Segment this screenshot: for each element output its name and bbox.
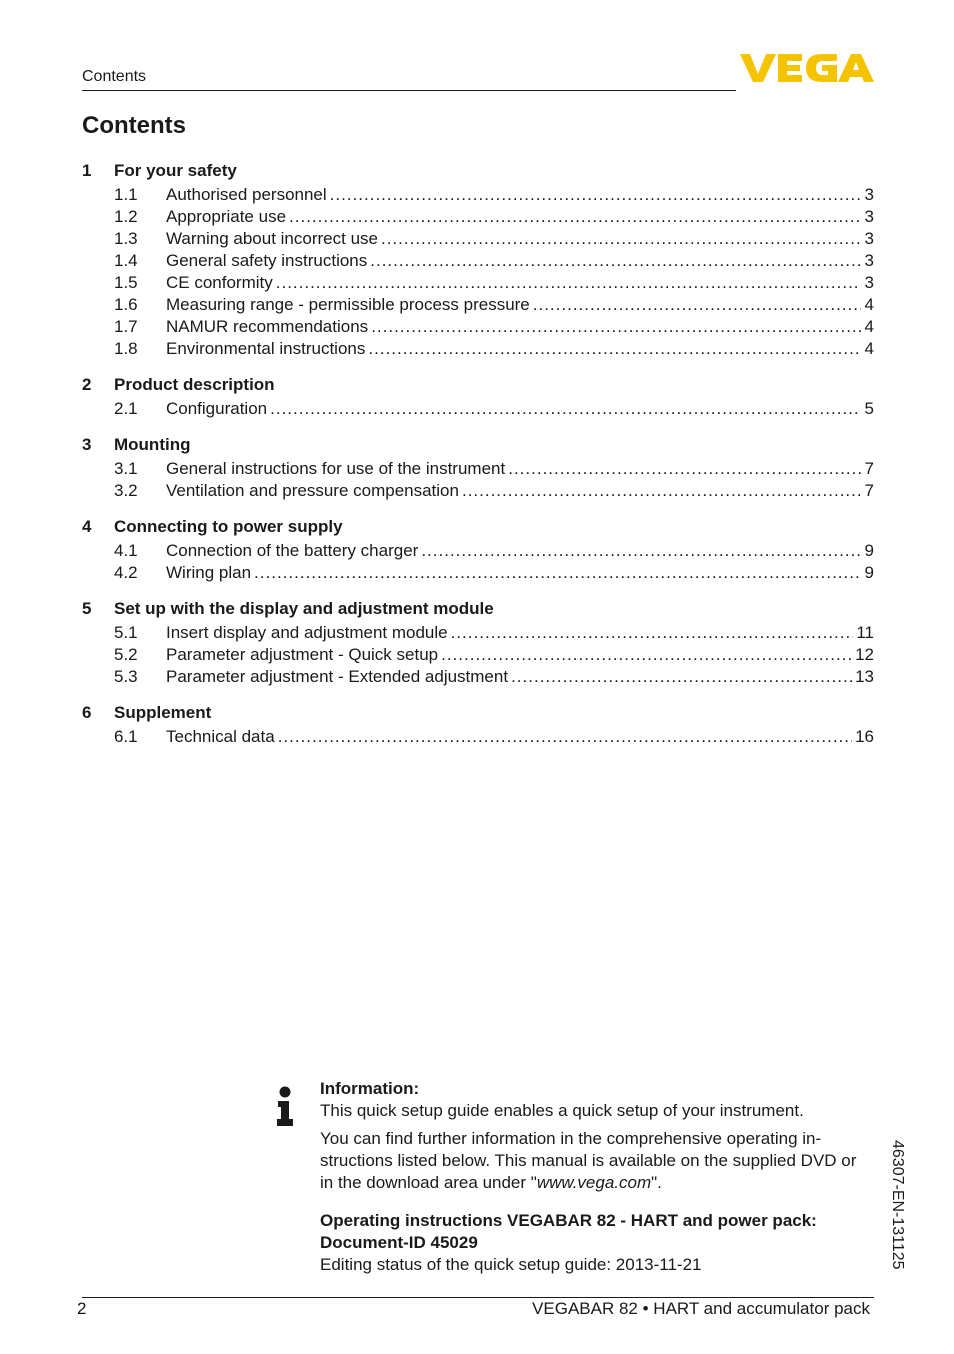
toc-entry-title: CE conformity — [166, 273, 273, 292]
toc-entry-number: 4.1 — [114, 541, 138, 560]
toc-entry-number: 1.6 — [114, 295, 138, 314]
toc-entry-page: 13 — [855, 667, 874, 686]
toc-dot-leader — [270, 398, 861, 420]
toc-entry-number: 1.5 — [114, 273, 138, 292]
toc-entry-page: 16 — [855, 727, 874, 746]
toc-entry-page: 3 — [864, 207, 874, 226]
toc-entry-page: 5 — [864, 399, 874, 418]
toc-entry-number: 5.3 — [114, 667, 138, 686]
toc-entry-number: 1.8 — [114, 339, 138, 358]
toc-chapter — [82, 514, 874, 584]
toc-entry-number: 3.1 — [114, 459, 138, 478]
toc-dot-leader — [462, 480, 861, 502]
toc-entry[interactable] — [82, 206, 874, 228]
info-line-2-end: ". — [651, 1173, 662, 1192]
toc-chapter-number: 6 — [82, 703, 92, 722]
toc-chapter — [82, 158, 874, 360]
toc-entry-number: 1.1 — [114, 185, 138, 204]
doc-title: Operating instructions VEGABAR 82 - HART and power pack: — [320, 1211, 817, 1230]
toc-entry-title: Parameter adjustment - Extended adjustment — [166, 667, 509, 686]
toc-chapter — [82, 372, 874, 420]
toc-chapter-number: 2 — [82, 375, 92, 394]
toc-entry-title: Parameter adjustment - Quick setup — [166, 645, 439, 664]
toc-dot-leader — [421, 540, 861, 562]
toc-chapter-heading[interactable] — [82, 432, 874, 458]
toc-chapter-title: Connecting to power supply — [114, 517, 343, 536]
toc-entry[interactable] — [82, 294, 874, 316]
toc-entry-page: 11 — [856, 623, 874, 642]
toc-chapter-heading[interactable] — [82, 514, 874, 540]
toc-chapter — [82, 432, 874, 502]
toc-entry-title: Technical data — [166, 727, 275, 746]
document-code — [886, 1140, 908, 1290]
toc-entry-page: 7 — [864, 459, 874, 478]
toc-dot-leader — [278, 726, 852, 748]
toc-entry[interactable] — [82, 666, 874, 688]
toc-entry[interactable] — [82, 726, 874, 748]
toc-chapter — [82, 596, 874, 688]
toc-chapter — [82, 700, 874, 748]
toc-entry[interactable] — [82, 272, 874, 294]
toc-entry-title: Wiring plan — [166, 563, 252, 582]
toc-entry[interactable] — [82, 184, 874, 206]
footer-divider — [82, 1297, 874, 1298]
toc-dot-leader — [511, 666, 852, 688]
information-note — [320, 1078, 868, 1276]
toc-entry[interactable] — [82, 480, 874, 502]
toc-chapter-title: For your safety — [114, 161, 237, 180]
toc-entry-title: Connection of the battery charger — [166, 541, 419, 560]
toc-entry-page: 9 — [864, 563, 874, 582]
toc-entry-title: Appropriate use — [166, 207, 287, 226]
toc-entry-number: 1.7 — [114, 317, 138, 336]
toc-entry[interactable] — [82, 250, 874, 272]
toc-entry-page: 12 — [855, 645, 874, 664]
toc-entry-title: Configuration — [166, 399, 268, 418]
toc-entry-title: Measuring range - permissible process pressure — [166, 295, 530, 314]
toc-chapter-number: 1 — [82, 161, 92, 180]
info-line-2-text: You can find further information in the comprehensive operating in-structions listed below. This manual is available on the supplied DVD or in the download area under " — [320, 1129, 857, 1192]
toc-entry-title: Insert display and adjustment module — [166, 623, 448, 642]
toc-dot-leader — [451, 622, 854, 644]
toc-entry-number: 3.2 — [114, 481, 138, 500]
vega-website-link[interactable]: www.vega.com — [536, 1173, 652, 1192]
toc-entry-number: 5.2 — [114, 645, 138, 664]
toc-dot-leader — [508, 458, 861, 480]
toc-dot-leader — [368, 338, 861, 360]
info-line-2 — [320, 1128, 868, 1194]
toc-entry-number: 5.1 — [114, 623, 138, 642]
toc-dot-leader — [533, 294, 861, 316]
info-line-1: This quick setup guide enables a quick setup of your instrument. — [320, 1101, 804, 1120]
doc-id: Document-ID 45029 — [320, 1233, 478, 1252]
editing-status: Editing status of the quick setup guide: 2013-11-21 — [320, 1255, 702, 1274]
toc-chapter-heading[interactable] — [82, 700, 874, 726]
toc-chapter-title: Supplement — [114, 703, 212, 722]
toc-entry-page: 3 — [864, 273, 874, 292]
toc-chapter-title: Product description — [114, 375, 275, 394]
toc-entry-title: General instructions for use of the instrument — [166, 459, 506, 478]
toc-entry[interactable] — [82, 540, 874, 562]
toc-entry[interactable] — [82, 228, 874, 250]
toc-entry-number: 2.1 — [114, 399, 138, 418]
toc-entry-title: NAMUR recommendations — [166, 317, 369, 336]
toc-chapter-title: Set up with the display and adjustment module — [114, 599, 494, 618]
toc-entry-page: 3 — [864, 229, 874, 248]
toc-entry-title: Authorised personnel — [166, 185, 327, 204]
toc-dot-leader — [254, 562, 861, 584]
toc-entry-page: 4 — [864, 339, 874, 358]
info-heading: Information: — [320, 1079, 420, 1098]
toc-entry-title: Environmental instructions — [166, 339, 366, 358]
toc-entry-page: 9 — [864, 541, 874, 560]
toc-chapter-number: 3 — [82, 435, 92, 454]
toc-entry-page: 4 — [864, 317, 874, 336]
toc-chapter-heading[interactable] — [82, 372, 874, 398]
toc-entry[interactable] — [82, 644, 874, 666]
toc-chapter-title: Mounting — [114, 435, 191, 454]
toc-chapter-heading[interactable] — [82, 158, 874, 184]
toc-dot-leader — [289, 206, 861, 228]
toc-dot-leader — [441, 644, 852, 666]
toc-entry-title: Ventilation and pressure compensation — [166, 481, 459, 500]
toc-dot-leader — [276, 272, 861, 294]
toc-entry[interactable] — [82, 562, 874, 584]
toc-dot-leader — [370, 250, 861, 272]
footer-page-number: 2 — [77, 1299, 87, 1318]
table-of-contents — [82, 158, 874, 760]
toc-chapter-number: 5 — [82, 599, 92, 618]
toc-entry-title: Warning about incorrect use — [166, 229, 378, 248]
toc-dot-leader — [330, 184, 861, 206]
toc-entry-number: 1.4 — [114, 251, 138, 270]
toc-entry-number: 1.2 — [114, 207, 138, 226]
toc-entry-number: 6.1 — [114, 727, 138, 746]
toc-entry-number: 4.2 — [114, 563, 138, 582]
toc-entry-page: 7 — [864, 481, 874, 500]
toc-entry-page: 3 — [864, 251, 874, 270]
document-code-text: 46307-EN-131125 — [889, 1140, 906, 1270]
toc-chapter-number: 4 — [82, 517, 92, 536]
toc-chapter-heading[interactable] — [82, 596, 874, 622]
toc-entry[interactable] — [82, 316, 874, 338]
toc-entry[interactable] — [82, 622, 874, 644]
toc-dot-leader — [381, 228, 861, 250]
running-head: Contents — [82, 68, 147, 85]
toc-entry-page: 4 — [864, 295, 874, 314]
toc-entry-title: General safety instructions — [166, 251, 368, 270]
info-icon — [275, 1086, 295, 1126]
toc-entry[interactable] — [82, 398, 874, 420]
toc-entry[interactable] — [82, 338, 874, 360]
toc-dot-leader — [371, 316, 861, 338]
toc-entry-number: 1.3 — [114, 229, 138, 248]
vega-logo — [740, 50, 874, 86]
footer-doc-name: VEGABAR 82 • HART and accumulator pack — [532, 1299, 870, 1318]
toc-entry-page: 3 — [864, 185, 874, 204]
toc-entry[interactable] — [82, 458, 874, 480]
page-title: Contents — [82, 112, 186, 139]
header-divider — [82, 90, 736, 91]
